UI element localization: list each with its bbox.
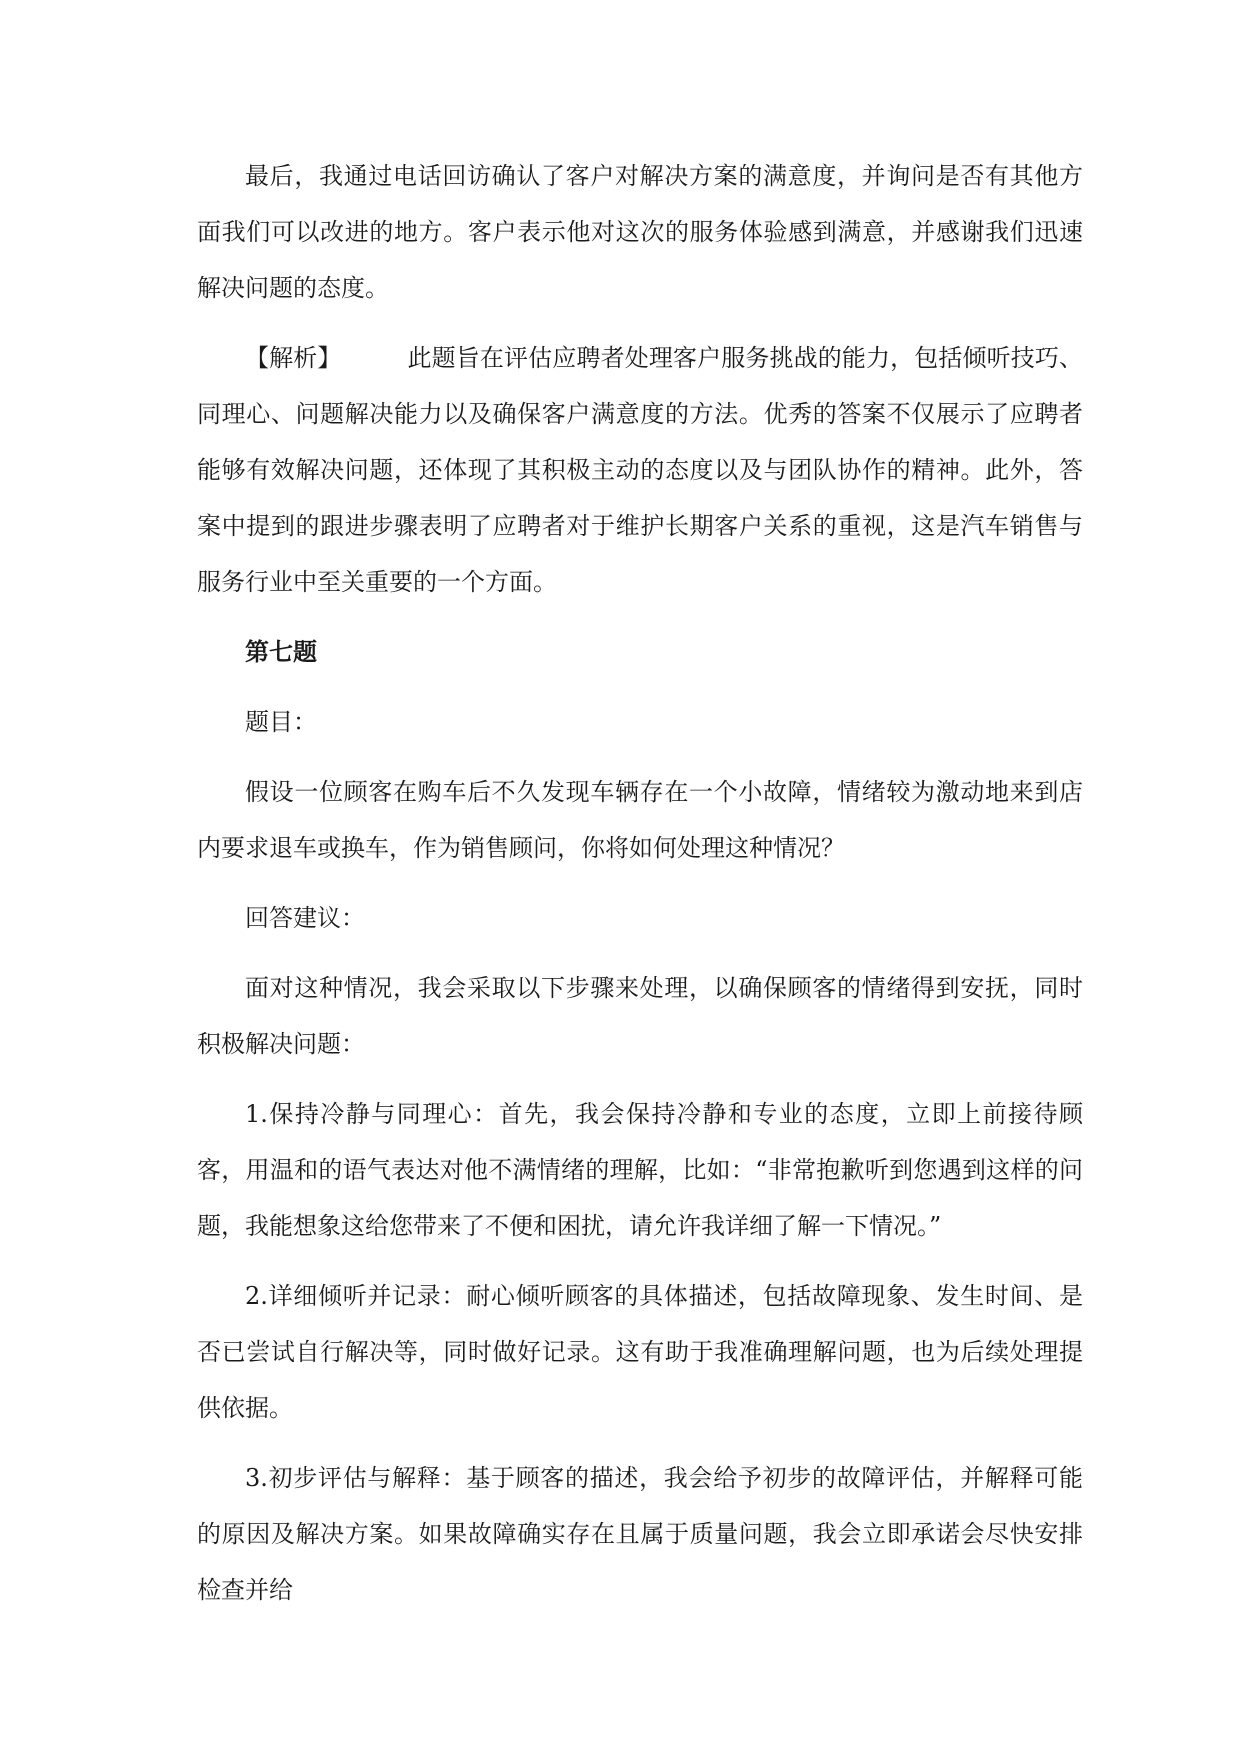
paragraph-analysis <box>197 330 1083 610</box>
answer-intro: 面对这种情况，我会采取以下步骤来处理，以确保顾客的情绪得到安抚，同时积极解决问题： <box>197 974 1083 1058</box>
question-label: 题目： <box>245 708 317 736</box>
step-2: 2.详细倾听并记录：耐心倾听顾客的具体描述，包括故障现象、发生时间、是否已尝试自行解决等，同时做好记录。这有助于我准确理解问题，也为后续处理提供依据。 <box>197 1282 1083 1422</box>
step-3: 3.初步评估与解释：基于顾客的描述，我会给予初步的故障评估，并解释可能的原因及解决方案。如果故障确实存在且属于质量问题，我会立即承诺会尽快安排检查并给 <box>197 1464 1083 1604</box>
analysis-tag: 【解析】 <box>245 344 342 372</box>
section-heading: 第七题 <box>245 637 317 666</box>
step-1: 1.保持冷静与同理心：首先，我会保持冷静和专业的态度，立即上前接待顾客，用温和的语气表达对他不满情绪的理解，比如：“非常抱歉听到您遇到这样的问题，我能想象这给您带来了不便和困扰，请允许我详细了解一下情况。” <box>197 1100 1083 1240</box>
answer-label: 回答建议： <box>245 904 365 932</box>
question-text: 假设一位顾客在购车后不久发现车辆存在一个小故障，情绪较为激动地来到店内要求退车或换车，作为销售顾问，你将如何处理这种情况？ <box>197 778 1083 862</box>
paragraph-followup: 最后，我通过电话回访确认了客户对解决方案的满意度，并询问是否有其他方面我们可以改进的地方。客户表示他对这次的服务体验感到满意，并感谢我们迅速解决问题的态度。 <box>197 162 1083 302</box>
analysis-text: 此题旨在评估应聘者处理客户服务挑战的能力，包括倾听技巧、同理心、问题解决能力以及确保客户满意度的方法。优秀的答案不仅展示了应聘者能够有效解决问题，还体现了其积极主动的态度以及与团队协作的精神。此外，答案中提到的跟进步骤表明了应聘者对于维护长期客户关系的重视，这是汽车销售与服务行业中至关重要的一个方面。 <box>197 344 1084 596</box>
